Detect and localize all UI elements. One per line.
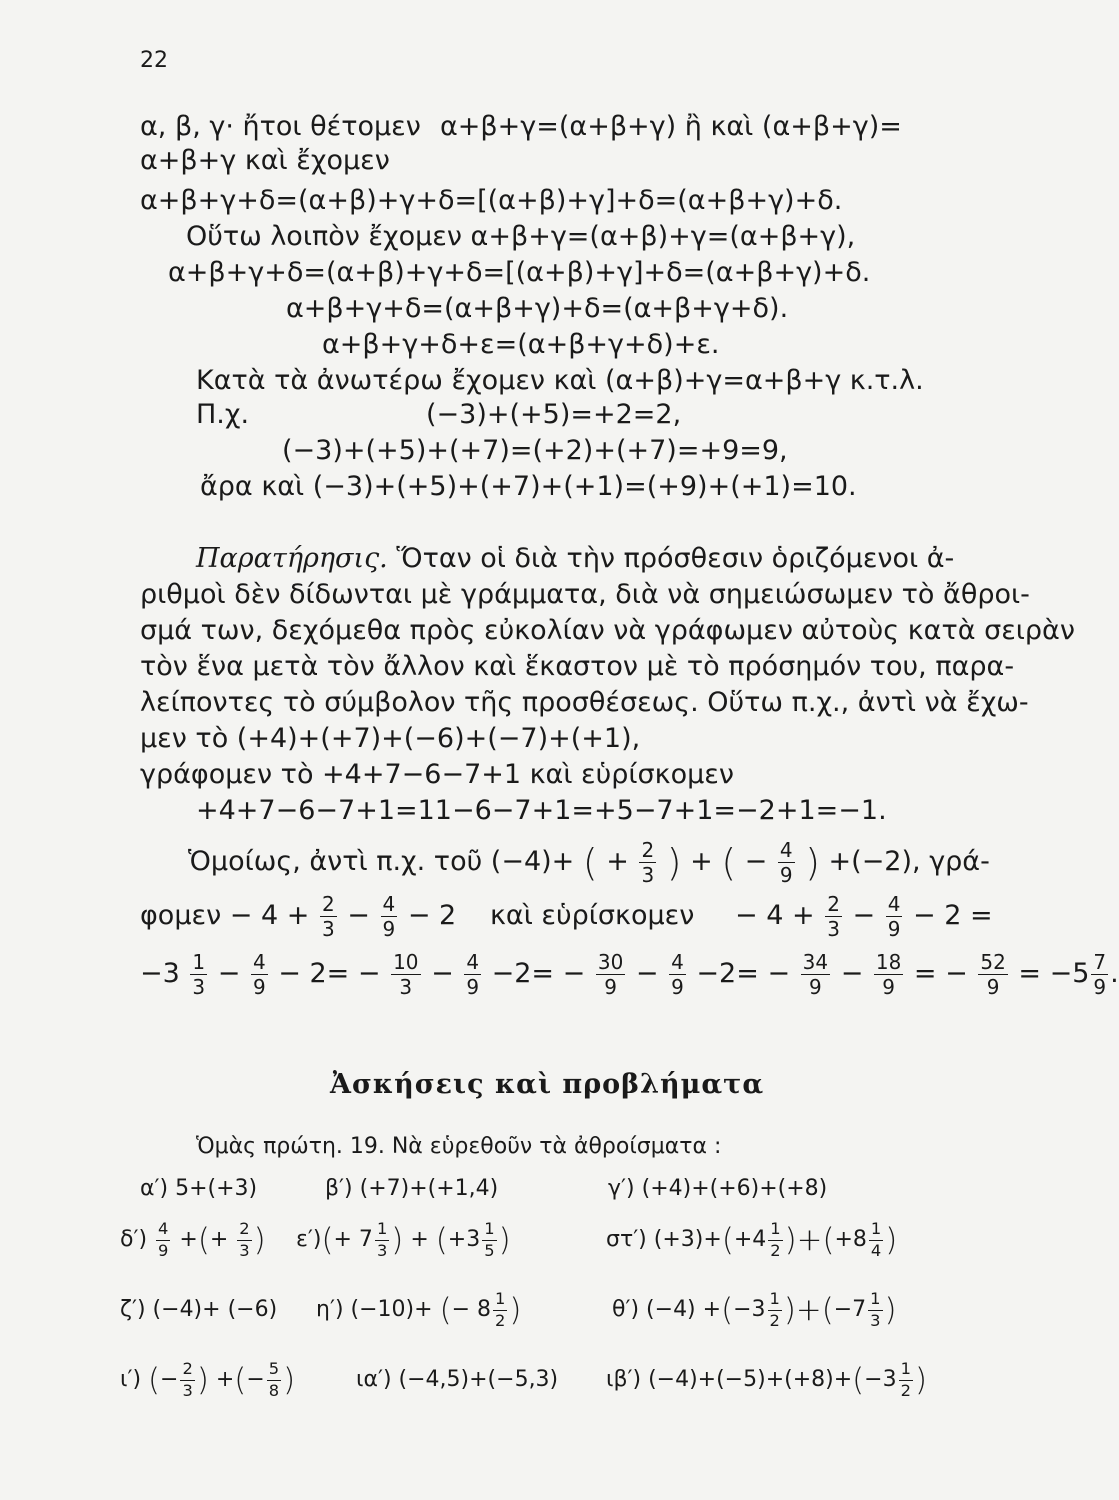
example-line [490,888,694,944]
token: + 7 [333,1227,373,1252]
token: −2= [696,958,759,989]
token: −3 [140,958,180,989]
open-paren: ( [582,840,598,885]
exercise-label: β′) [325,1176,353,1201]
token: − 2= [278,958,350,989]
open-paren: ( [852,1362,865,1398]
token: − 4 + [229,900,310,931]
exercise-label: ι′) [120,1367,142,1392]
exercise-z [120,1282,277,1338]
fraction: $\frac{1}{5}$ [484,1219,495,1260]
minus-sign: − [246,1367,265,1392]
close-paren: ) [666,840,682,885]
text-line: Οὕτω λοιπὸν ἔχομεν α+β+γ=(α+β)+γ=(α+β+γ), [186,221,856,252]
example-line [735,888,993,944]
exercise-b [325,1172,498,1206]
exercise-i [120,1350,295,1410]
text-fragment: καὶ εὑρίσκομεν [490,900,695,931]
exercise-st [606,1212,897,1268]
exercise-intro: Ὁμὰς πρώτη. 19. Νὰ εὑρεθοῦν τὰ ἀθροίσματα : [196,1134,722,1159]
open-paren: ( [234,1362,247,1398]
exercise-label: στ′) [606,1227,647,1252]
open-paren: ( [721,840,737,885]
remark-line: λείποντες τὸ σύμβολον τῆς προσθέσεως. Οὕτω π.χ., ἀντὶ νὰ ἔχω- [140,687,1029,718]
fraction: $\frac{1}{2}$ [900,1359,911,1400]
open-paren: ( [148,1362,161,1398]
close-paren: ) [885,1222,898,1258]
exercise-expr: (+7)+(+1,4) [359,1176,499,1201]
open-paren: ( [197,1222,210,1258]
exercise-label: γ′) [608,1176,635,1201]
section-title: Ἀσκήσεις καὶ προβλήματα [330,1069,765,1100]
text-line: α+β+γ καὶ ἔχομεν [140,145,390,176]
minus-sign: − [431,958,454,989]
token: +8 [834,1227,867,1252]
plus-sign: + [690,846,713,877]
close-paren: ) [196,1362,209,1398]
open-paren: ( [435,1222,448,1258]
close-paren: ) [498,1222,511,1258]
token: − 8 [451,1297,492,1322]
plus-sign: + [209,1227,229,1252]
exercise-expr: (+3)+ [653,1227,722,1252]
fraction: $\frac{10}{3}$ [393,950,419,999]
minus-sign: − [562,958,586,989]
exercise-label: α′) [140,1176,169,1201]
formula-line: α+β+γ+δ=(α+β+γ)+δ=(α+β+γ+δ). [286,293,789,324]
text-fragment: α, β, γ· ἤτοι θέτομεν [140,111,421,142]
open-paren: ( [721,1222,734,1258]
exercise-label: ε′) [296,1227,322,1252]
paren-join: )+( [783,1292,834,1328]
fraction: $\frac{4}{9}$ [671,950,684,999]
fraction: $\frac{18}{9}$ [875,950,902,999]
page-number: 22 [140,48,168,73]
formula-line: α+β+γ+δ=(α+β)+γ+δ=[(α+β)+γ]+δ=(α+β+γ)+δ. [168,257,871,288]
fraction: $\frac{1}{4}$ [870,1219,882,1260]
example-line [188,832,990,893]
exercise-expr: (−4) + [646,1297,722,1322]
exercise-expr: (−4)+ (−6) [152,1297,278,1322]
fraction: $\frac{2}{3}$ [182,1359,193,1400]
token: +4 [733,1227,767,1252]
text-fragment: Π.χ. [196,399,250,430]
close-paren: ) [805,840,820,885]
exercise-h [316,1282,521,1338]
text-line: Κατὰ τὰ ἀνωτέρω ἔχομεν καὶ (α+β)+γ=α+β+γ κ.τ.λ. [196,365,924,396]
minus-sign: − [347,900,370,931]
exercise-c [608,1172,827,1206]
exercise-label: ιβ′) [606,1367,642,1392]
plus-sign: + [215,1367,235,1392]
fraction: $\frac{4}{9}$ [252,950,266,999]
exercise-expr: 5+(+3) [175,1176,258,1201]
fraction: $\frac{5}{8}$ [268,1359,280,1400]
open-paren: ( [439,1292,452,1328]
formula-line: +4+7−6−7+1=11−6−7+1=+5−7+1=−2+1=−1. [196,795,887,826]
plus-sign: + [179,1227,198,1252]
exercise-expr: (−4)+(−5)+(+8)+ [648,1367,853,1392]
fraction: $\frac{34}{9}$ [802,950,829,999]
formula-line: α+β+γ+δ=(α+β)+γ+δ=[(α+β)+γ]+δ=(α+β+γ)+δ. [140,185,843,216]
minus-sign: − [852,900,876,931]
fraction: $\frac{2}{3}$ [827,892,840,941]
remark-line: μεν τὸ (+4)+(+7)+(−6)+(−7)+(+1), [140,723,641,754]
formula: α+β+γ=(α+β+γ) ἢ καὶ (α+β+γ)= [440,111,902,142]
minus-sign: − [217,958,241,989]
fraction: $\frac{1}{2}$ [495,1289,506,1330]
text-line [196,398,682,432]
close-paren: ) [884,1292,897,1328]
exercise-label: θ′) [612,1297,640,1322]
period: . [1110,958,1119,989]
close-paren: ) [283,1362,296,1398]
token: − 4 + [735,900,815,931]
example-result-line [140,944,1119,1004]
minus-sign: − [767,958,791,989]
example-tail: +(−2), γρά- [828,846,990,877]
token: +3 [447,1227,481,1252]
token: − 2 [913,900,962,931]
token: −7 [833,1297,867,1322]
minus-sign: − [160,1367,179,1392]
remark-text: Ὅταν οἱ διὰ τὴν πρόσθεσιν ὁριζόμενοι ἀ- [396,543,955,574]
plus-sign: + [606,846,629,877]
close-paren: ) [253,1222,266,1258]
open-paren: ( [321,1222,334,1258]
fraction: $\frac{1}{3}$ [192,950,206,999]
fraction: $\frac{2}{3}$ [239,1219,250,1260]
token: − 2 [407,900,457,931]
equals-sign: = [1018,958,1041,989]
fraction: $\frac{1}{3}$ [870,1289,881,1330]
exercise-th [612,1282,897,1338]
exercise-e [296,1212,511,1268]
paren-join: )+( [784,1222,835,1258]
fraction: $\frac{30}{9}$ [597,950,624,999]
plus-sign: + [410,1227,429,1252]
remark-line: γράφομεν τὸ +4+7−6−7+1 καὶ εὑρίσκομεν [140,759,734,790]
token: −5 [1049,958,1090,989]
text-line [140,110,902,144]
minus-sign: − [357,958,381,989]
exercise-expr: (+4)+(+6)+(+8) [641,1176,828,1201]
minus-sign: − [635,958,659,989]
remark-line: ριθμοὶ δὲν δίδωνται μὲ γράμματα, διὰ νὰ σημειώσωμεν τὸ ἄθροι- [140,579,1030,610]
formula: (−3)+(+5)=+2=2, [426,399,682,430]
equals-sign: = [913,958,937,989]
fraction: $\frac{1}{2}$ [770,1219,781,1260]
token: −3 [864,1367,897,1392]
fraction: $\frac{2}{3}$ [641,838,655,887]
remark-line [196,542,954,576]
exercise-expr: (−4,5)+(−5,3) [398,1367,559,1392]
remark-label: Παρατήρησις. [196,543,388,574]
fraction: $\frac{4}{9}$ [466,950,480,999]
exercise-a [140,1172,257,1206]
example-intro: Ὁμοίως, ἀντὶ π.χ. τοῦ (−4)+ [188,846,575,877]
remark-line: τὸν ἕνα μετὰ τὸν ἄλλον καὶ ἕκαστον μὲ τὸ πρόσημόν του, παρα- [140,651,1015,682]
exercise-expr: (−10)+ [350,1297,433,1322]
fraction: $\frac{2}{3}$ [321,892,335,941]
exercise-d [120,1212,266,1268]
minus-sign: − [840,958,864,989]
fraction: $\frac{1}{2}$ [769,1289,780,1330]
exercise-label: δ′) [120,1227,148,1252]
fraction: $\frac{1}{3}$ [376,1219,388,1260]
fraction: $\frac{7}{9}$ [1093,950,1107,999]
formula-line: α+β+γ+δ+ε=(α+β+γ+δ)+ε. [322,329,720,360]
fraction: $\frac{4}{9}$ [887,892,901,941]
remark-line: σμά των, δεχόμεθα πρὸς εὐκολίαν νὰ γράφωμεν αὐτοὺς κατὰ σειρὰν [140,615,1075,646]
formula-line: ἄρα καὶ (−3)+(+5)+(+7)+(+1)=(+9)+(+1)=10. [200,471,857,502]
fraction: $\frac{4}{9}$ [158,1219,169,1260]
exercise-label: η′) [316,1297,344,1322]
open-paren: ( [721,1292,734,1328]
fraction: $\frac{4}{9}$ [382,892,396,941]
fraction: $\frac{4}{9}$ [779,838,793,887]
minus-sign: − [945,958,968,989]
close-paren: ) [391,1222,404,1258]
exercise-ia [356,1350,558,1410]
close-paren: ) [914,1362,927,1398]
fraction: $\frac{52}{9}$ [980,950,1006,999]
exercise-label: ζ′) [120,1297,146,1322]
equals-sign: = [970,900,993,931]
minus-sign: − [744,846,768,877]
text-fragment: φομεν [140,900,222,931]
exercise-label: ια′) [356,1367,392,1392]
exercise-ib [606,1350,927,1410]
example-line [140,888,456,944]
formula-line: (−3)+(+5)+(+7)=(+2)+(+7)=+9=9, [282,435,788,466]
close-paren: ) [509,1292,522,1328]
token: −2= [491,958,555,989]
token: −3 [733,1297,766,1322]
